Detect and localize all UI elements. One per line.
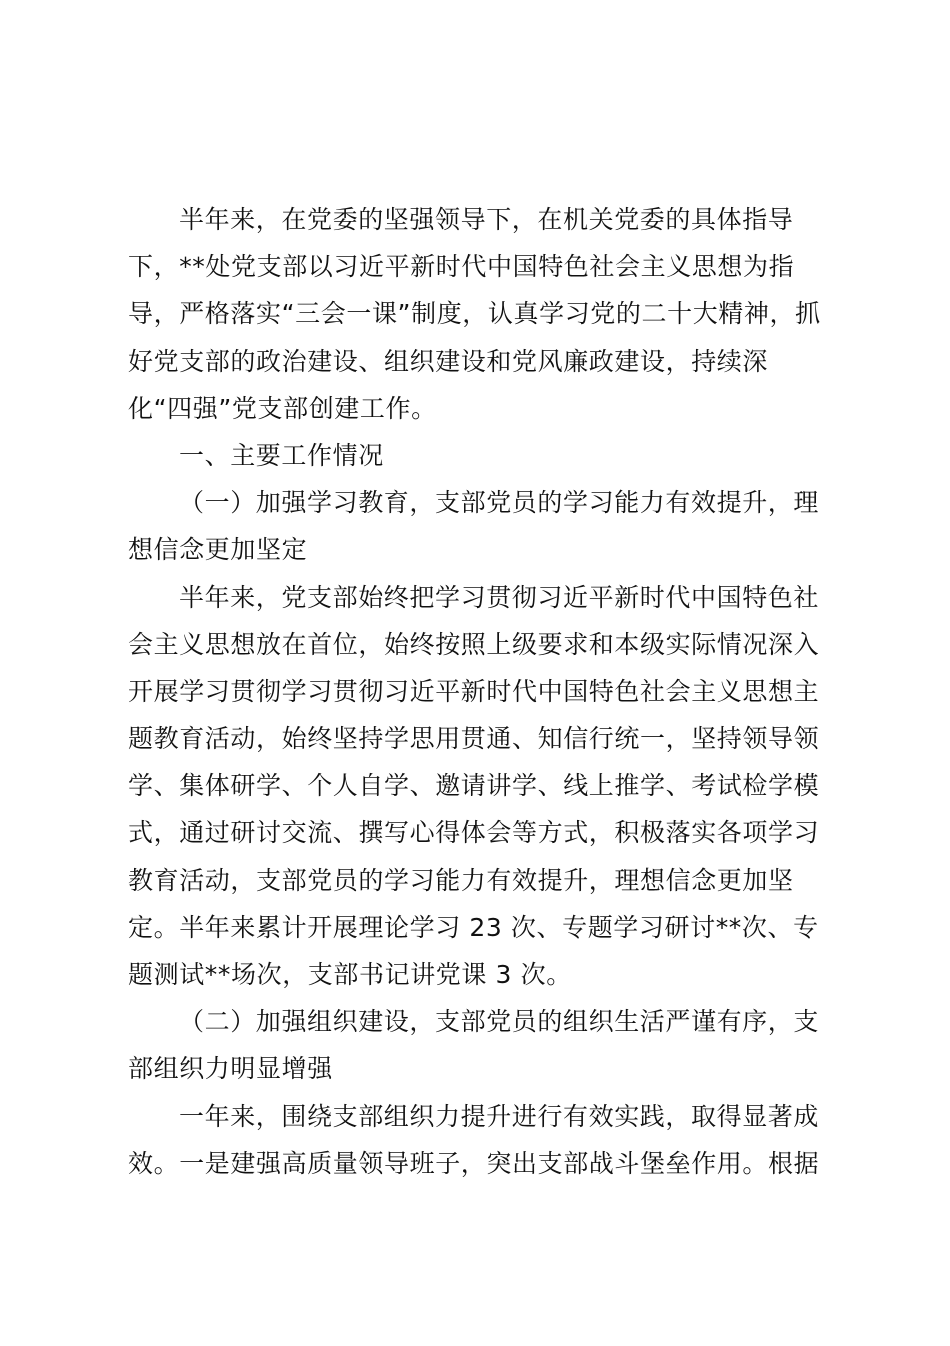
intro-paragraph-line-2: 下，**处党支部以习近平新时代中国特色社会主义思想为指 [128, 252, 795, 282]
study-paragraph-line-7: 教育活动，支部党员的学习能力有效提升，理想信念更加坚 [128, 865, 794, 895]
subheading-1-line-2: 想信念更加坚定 [128, 535, 308, 565]
study-paragraph-line-8: 定。半年来累计开展理论学习 23 次、专题学习研讨**次、专 [128, 912, 819, 942]
intro-paragraph-line-1: 半年来，在党委的坚强领导下，在机关党委的具体指导 [179, 205, 794, 234]
study-paragraph-line-9: 题测试**场次，支部书记讲党课 3 次。 [128, 960, 572, 989]
study-paragraph-line-1: 半年来，党支部始终把学习贯彻习近平新时代中国特色社 [179, 582, 820, 612]
subheading-2-line-2: 部组织力明显增强 [128, 1054, 333, 1084]
organization-paragraph-line-1: 一年来，围绕支部组织力提升进行有效实践，取得显著成 [179, 1101, 820, 1131]
study-paragraph-line-5: 学、集体研学、个人自学、邀请讲学、线上推学、考试检学模 [128, 771, 820, 801]
intro-paragraph-line-3: 导，严格落实“三会一课”制度，认真学习党的二十大精神，抓 [128, 299, 821, 329]
study-paragraph-line-6: 式，通过研讨交流、撰写心得体会等方式，积极落实各项学习 [128, 818, 820, 848]
intro-paragraph-line-4: 好党支部的政治建设、组织建设和党风廉政建设，持续深 [128, 346, 769, 376]
organization-paragraph-line-2: 效。一是建强高质量领导班子，突出支部战斗堡垒作用。根据 [128, 1148, 820, 1178]
intro-paragraph-line-5: 化“四强”党支部创建工作。 [128, 393, 437, 423]
subheading-1-line-1: （一）加强学习教育，支部党员的学习能力有效提升，理 [179, 488, 820, 518]
study-paragraph-line-2: 会主义思想放在首位，始终按照上级要求和本级实际情况深入 [128, 629, 820, 659]
study-paragraph-line-4: 题教育活动，始终坚持学思用贯通、知信行统一，坚持领导领 [128, 724, 820, 754]
study-paragraph-line-3: 开展学习贯彻学习贯彻习近平新时代中国特色社会主义思想主 [128, 676, 820, 706]
subheading-2-line-1: （二）加强组织建设，支部党员的组织生活严谨有序，支 [179, 1007, 820, 1037]
document-body [128, 196, 828, 1187]
section-heading-main-work: 一、主要工作情况 [179, 440, 384, 470]
